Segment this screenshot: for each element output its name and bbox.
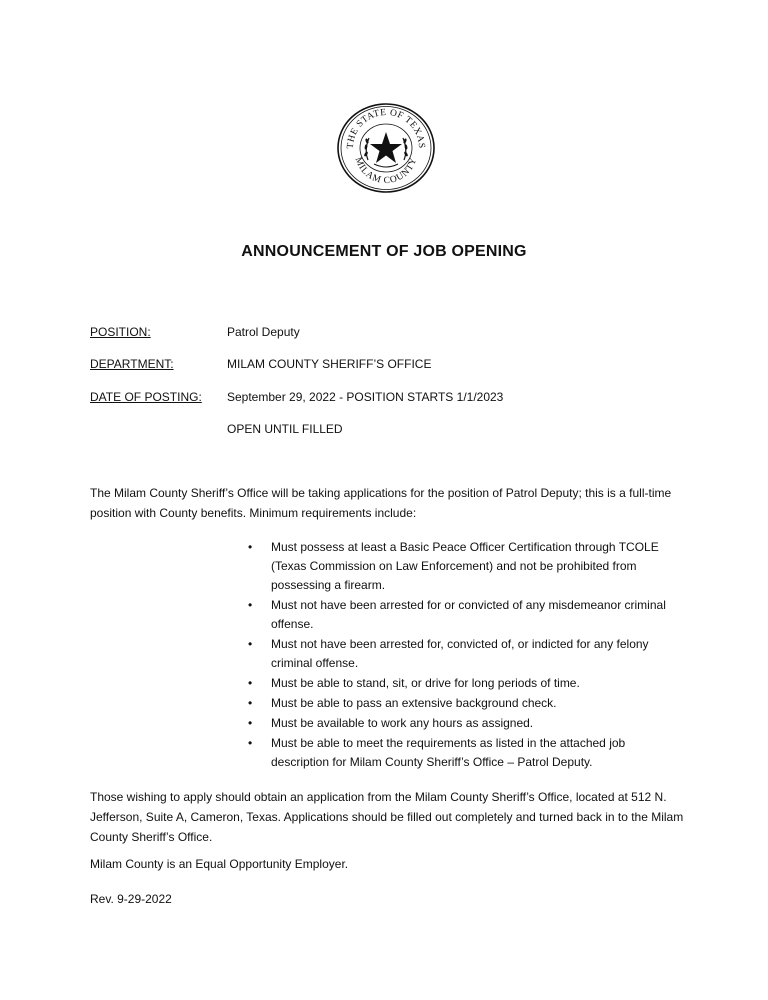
equal-opportunity-statement: Milam County is an Equal Opportunity Employer.: [90, 857, 349, 871]
intro-paragraph: The Milam County Sheriff’s Office will be taking applications for the position of Patrol Deputy; this is a full-time position with County benefits. Minimum requirements include:: [90, 486, 672, 520]
position-label: POSITION:: [90, 325, 151, 339]
revision-date: Rev. 9-29-2022: [90, 892, 172, 906]
svg-text:THE STATE OF TEXAS: THE STATE OF TEXAS: [345, 107, 427, 150]
star-seal-icon: [336, 102, 436, 194]
list-item: • Must be able to meet the requirements as listed in the attached job description for Milam County Sheriff’s Office – Patrol Deputy.: [248, 734, 668, 772]
list-item: • Must not have been arrested for, convicted of, or indicted for any felony criminal offense.: [248, 635, 668, 673]
apply-paragraph: Those wishing to apply should obtain an application from the Milam County Sheriff’s Office, located at 512 N. Jefferson, Suite A, Cameron, Texas. Applications should be filled out completely and turned back in to the Milam County Sheriff’s Office.: [90, 790, 684, 844]
department-label: DEPARTMENT:: [90, 357, 174, 371]
list-item: • Must not have been arrested for or convicted of any misdemeanor criminal offense.: [248, 596, 668, 634]
page-title: ANNOUNCEMENT OF JOB OPENING: [241, 243, 527, 260]
date-of-posting-label: DATE OF POSTING:: [90, 390, 202, 404]
position-value: Patrol Deputy: [227, 325, 300, 339]
list-item: • Must be able to stand, sit, or drive for long periods of time.: [248, 674, 668, 693]
list-item: • Must be available to work any hours as assigned.: [248, 714, 668, 733]
list-item: • Must be able to pass an extensive background check.: [248, 694, 668, 713]
date-of-posting-value: September 29, 2022 - POSITION STARTS 1/1/2023: [227, 390, 504, 404]
list-item: • Must possess at least a Basic Peace Officer Certification through TCOLE (Texas Commission on Law Enforcement) and not be prohibited from possessing a firearm.: [248, 538, 668, 595]
requirements-list: [248, 538, 668, 773]
department-value: MILAM COUNTY SHERIFF’S OFFICE: [227, 357, 432, 371]
county-seal: [336, 102, 436, 194]
svg-text:MILAM COUNTY: MILAM COUNTY: [352, 156, 420, 187]
open-until-filled: OPEN UNTIL FILLED: [227, 422, 343, 436]
